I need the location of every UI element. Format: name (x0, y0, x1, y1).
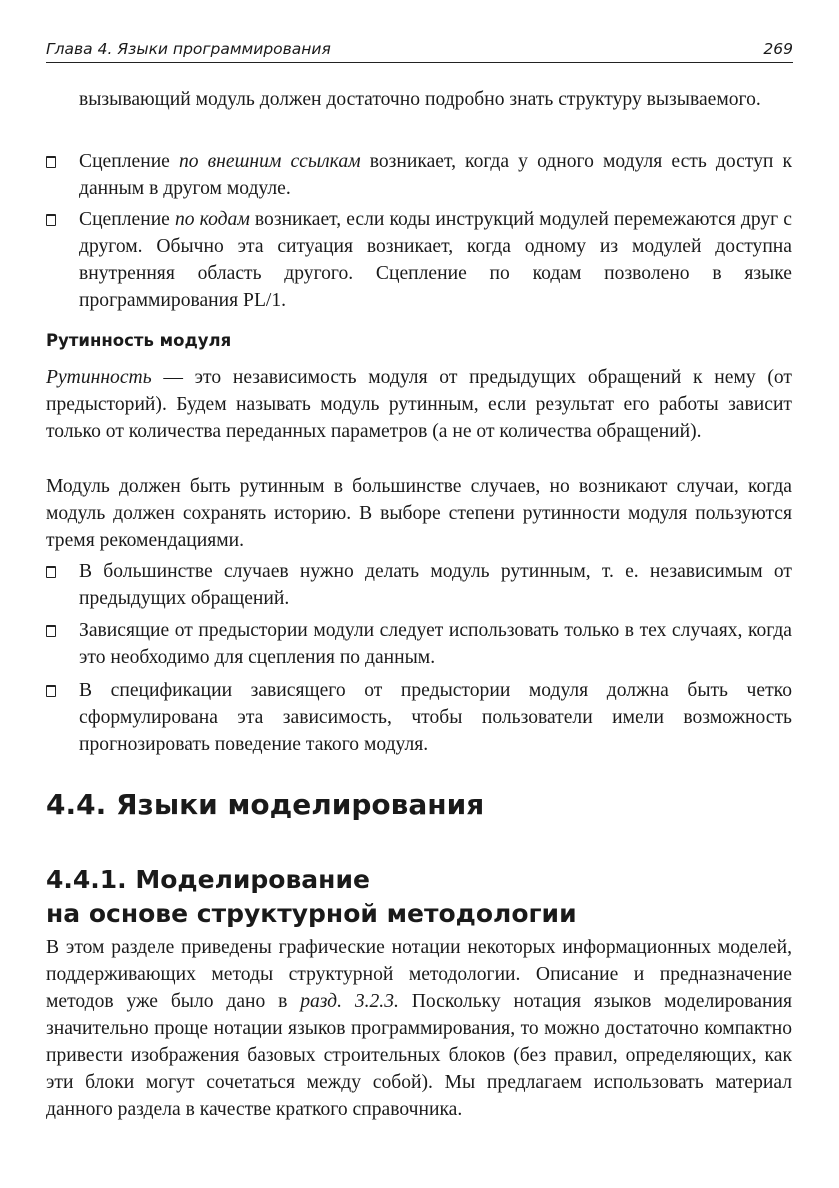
coupling-item-codes (46, 206, 792, 314)
continuation-paragraph: вызывающий модуль должен достаточно подробно знать структуру вызываемого. (79, 89, 761, 110)
bullet-text: В большинстве случаев нужно делать модуль рутинным, т. е. независимым от предыдущих обращений. (79, 561, 792, 609)
subsection-title-line2: на основе структурной методологии (46, 899, 577, 928)
checkbox-bullet-icon (46, 625, 56, 637)
routine-definition-paragraph: Рутинность — это независимость модуля от предыдущих обращений к нему (от предысторий). Будем называть модуль рутинным, если результат его работы зависит только от количества переданных параметров (а не от количества обращений). (46, 367, 792, 442)
bullet-text: Сцепление по внешним ссылкам возникает, когда у одного модуля есть доступ к данным в другом модуле. (79, 151, 792, 199)
definition-term: Рутинность (46, 367, 152, 388)
recommendation-item (46, 677, 792, 758)
bullet-text: Зависящие от предыстории модули следует использовать только в тех случаях, когда это необходимо для сцепления по данным. (79, 620, 792, 668)
checkbox-bullet-icon (46, 214, 56, 226)
subsection-title (46, 863, 746, 931)
section-title: 4.4. Языки моделирования (46, 788, 485, 821)
routine-intro-paragraph: Модуль должен быть рутинным в большинстве случаев, но возникают случаи, когда модуль должен сохранять историю. В выборе степени рутинности модуля пользуются тремя рекомендациями. (46, 476, 792, 551)
bullet-text: В спецификации зависящего от предыстории модуля должна быть четко сформулирована эта зависимость, чтобы пользователи имели возможность прогнозировать поведение такого модуля. (79, 680, 792, 755)
recommendation-item (46, 617, 792, 671)
emphasis-term: по кодам (174, 209, 250, 230)
section-reference: разд. 3.2.3. (300, 991, 399, 1012)
running-header (46, 40, 793, 63)
recommendation-item (46, 558, 792, 612)
emphasis-term: по внешним ссылкам (178, 151, 361, 172)
checkbox-bullet-icon (46, 685, 56, 697)
page-number: 269 (763, 40, 793, 58)
chapter-title: Глава 4. Языки программирования (46, 40, 331, 58)
checkbox-bullet-icon (46, 156, 56, 168)
bullet-text: Сцепление по кодам возникает, если коды инструкций модулей перемежаются друг с другом. Обычно эта ситуация возникает, когда одному из модулей доступна внутренняя область другого. Сцепление по кодам позволено в языке программирования PL/1. (79, 209, 792, 311)
checkbox-bullet-icon (46, 566, 56, 578)
subsection-title-line1: 4.4.1. Моделирование (46, 865, 370, 894)
routine-heading: Рутинность модуля (46, 331, 232, 350)
coupling-item-external-refs (46, 148, 792, 202)
modeling-intro-paragraph: В этом разделе приведены графические нотации некоторых информационных моделей, поддерживающих методы структурной методологии. Описание и предназначение методов уже было дано в разд. 3.2.3. Поскольку нотация языков моделирования значительно проще нотации языков программирования, то можно достаточно компактно привести изображения базовых строительных блоков (без правил, определяющих, как эти блоки могут сочетаться между собой). Мы предлагаем использовать материал данного раздела в качестве краткого справочника. (46, 937, 792, 1120)
